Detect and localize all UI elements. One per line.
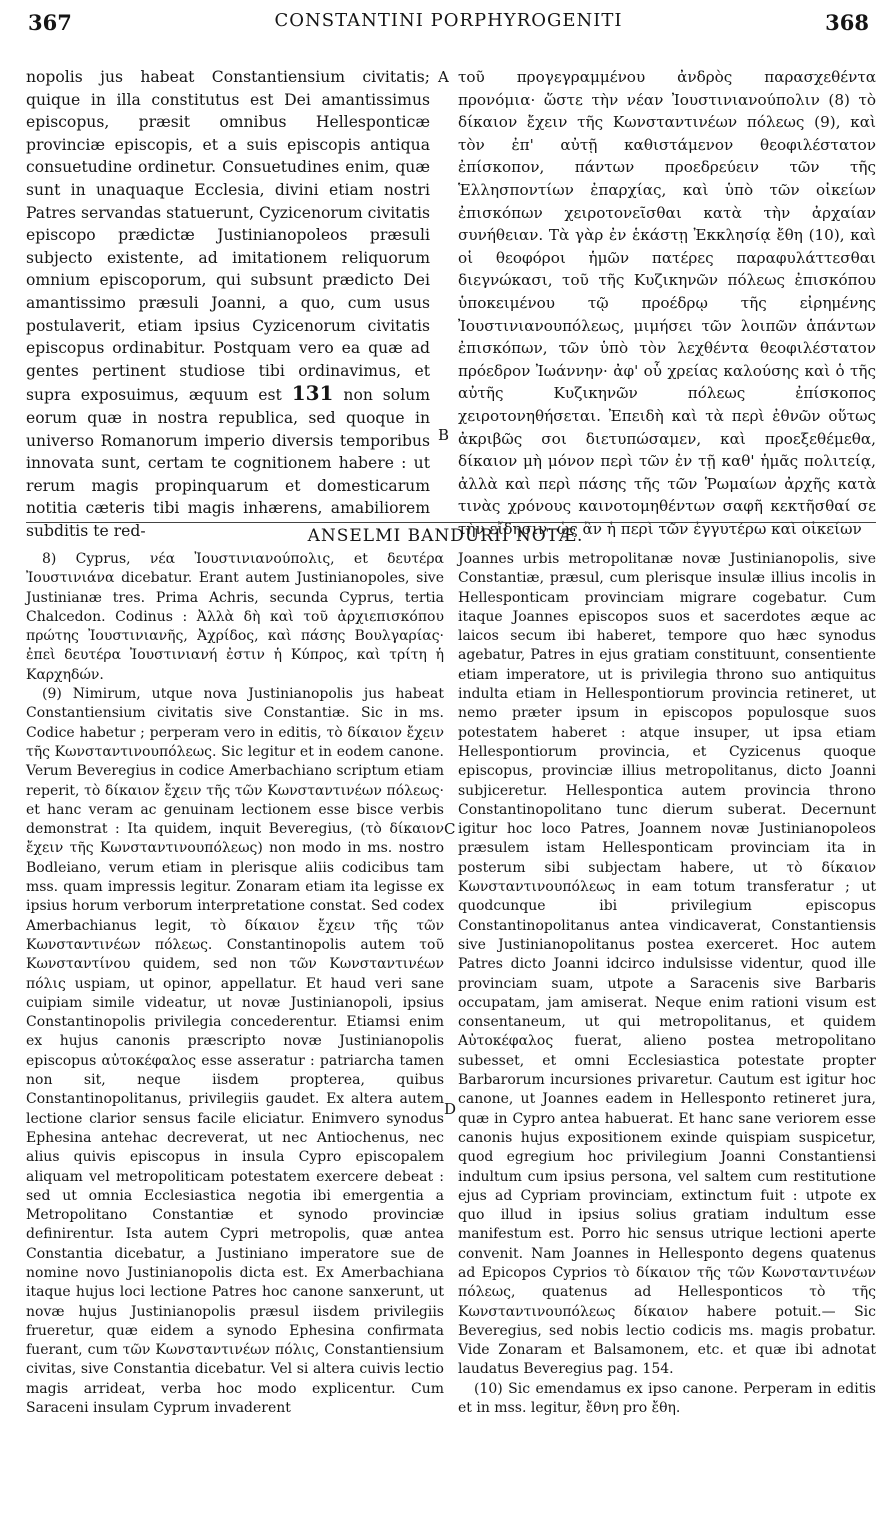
- notes-right-column: [458, 550, 876, 1530]
- greek-paragraph: τοῦ προγεγραμμένου ἀνδρὸς παρασχεθέντα προνόμια· ὥστε τὴν νέαν Ἰουστινιανούπολιν (8) τὸ δίκαιον ἔχειν τῆς Κωνσταντινέων πόλεως (9), καὶ τὸν ἐπ' αὐτῇ καθιστάμενον θεοφιλέστατον ἐπίσκοπον, πάντων προεδρεύειν τῶν τῆς Ἑλλησποντίων ἐπαρχίας, καὶ ὑπὸ τῶν οἰκείων ἐπισκόπων χειροτονεῖσθαι κατὰ τὴν ἀρχαίαν συνήθειαν. Τὰ γὰρ ἐν ἑκάστῃ Ἐκκλησίᾳ ἔθη (10), καὶ οἱ θεοφόροι ἡμῶν πατέρες παραφυλάττεσθαι διεγνώκασι, τοῦ τῆς Κυζικηνῶν πόλεως ἐπισκόπου ὑποκειμένου τῷ προέδρῳ τῆς εἰρημένης Ἰουστινιανουπόλεως, μιμήσει τῶν λοιπῶν ἁπάντων ἐπισκόπων, τῶν ὑπὸ τὸν λεχθέντα θεοφιλέστατον πρόεδρον Ἰωάννην· ἀφ' οὗ χρείας καλούσης καὶ ὁ τῆς αὐτῆς Κυζικηνῶν πόλεως ἐπίσκοπος χειροτονηθήσεται. Ἐπειδὴ καὶ τὰ περὶ ἐθνῶν οὕτως ἀκριβῶς σοι διετυπώσαμεν, καὶ προεξεθέμεθα, δίκαιον μὴ μόνον περὶ τῶν ἐν τῇ καθ' ἡμᾶς πολιτείᾳ, ἀλλὰ καὶ περὶ πάσης τῆς τῶν Ῥωμαίων ἀρχῆς κατὰ τινὰς χρόνους καινοτομηθέντων σαφῆ κεκτῆσθαί σε τὴν εἴδησιν· ὡς ἂν ἡ περὶ τῶν ἐγγυτέρω καὶ οἰκείων: [458, 68, 876, 538]
- latin-paragraph: [26, 66, 430, 542]
- note-9: (9) Nimirum, utque nova Justinianopolis jus habeat Constantiensium civitatis sive Constantiæ. Sic in ms. Codice habetur ; perperam vero in editis, τὸ δίκαιον ἔχειν τῆς Κωνσταντινουπόλεως. Sic legitur et in eodem canone. Verum Beveregius in codice Amerbachiano scriptum etiam reperit, τὸ δίκαιον ἔχειν τῆς τῶν Κωνσταντινέων πόλεως· et hanc veram ac genuinam lectionem esse bisce verbis demonstrat : Ita quidem, inquit Beveregius, (τὸ δίκαιον ἔχειν τῆς Κωνσταντινουπόλεως) non modo in ms. nostro Bodleiano, verum etiam in plerisque aliis codicibus tam mss. quam impressis legitur. Zonaram etiam ita legisse ex ipsius horum verborum interpretatione constat. Sed codex Amerbachianus legit, τὸ δίκαιον ἔχειν τῆς τῶν Κωνσταντινέων πόλεως. Constantinopolis autem τοῦ Κωνσταντίνου quidem, sed non τῶν Κωνσταντινέων πόλις uspiam, ut opinor, appellatur. Et haud veri sane cuipiam simile videatur, ut novæ Justinianopoli, ipsius Constantinopolis privilegia concederentur. Etiamsi enim ex hujus canonis præscripto novæ Justinianopolis episcopus αὐτοκέφαλος esse asseratur : patriarcha tamen non sit, neque iisdem propterea, quibus Constantinopolitanus, privilegiis gaudet. Ex altera autem lectione clarior sensus facile eliciatur. Enimvero synodus Ephesina antehac decreverat, ut nec Antiochenus, nec alius quivis episcopus in insula Cypro episcopalem aliquam vel metropoliticam potestatem exercere debeat : sed ut omnia Ecclesiastica negotia ibi emergentia a Metropolitano Constantiæ et synodo provinciæ definirentur. Ista autem Cypri metropolis, quæ antea Constantia dicebatur, a Justiniano imperatore sue de nomine novo Justinianopolis dicta est. Ex Amerbachiana itaque hujus loci lectione Patres hoc canone sanxerunt, ut novæ hujus Justinianopolis præsul iisdem privilegiis frueretur, quæ eidem a synodo Ephesina confirmata fuerant, cum τῶν Κωνσταντινέων πόλις, Constantiensium civitas, sive Constantia dicebatur. Vel si altera cuivis lectio magis arrideat, verba hoc modo explicentur. Cum Saraceni insulam Cyprum invaderent: [26, 686, 444, 1417]
- note-8: 8) Cyprus, νέα Ἰουστινιανούπολις, et δευτέρα Ἰουστινιάνα dicebatur. Erant autem Justinianopoles, sive Justinianæ tres. Prima Achris, secunda Cyprus, tertia Chalcedon. Codinus : Ἀλλὰ δὴ καὶ τοῦ ἀρχιεπισκόπου πρώτης Ἰουστινιανῆς, Ἀχρίδος, καὶ πάσης Βουλγαρίας· ἐπεὶ δευτέρα Ἰουστινιανή ἐστιν ἡ Κύπρος, καὶ τρίτη ἡ Καρχηδών.: [26, 551, 444, 683]
- running-title: CONSTANTINI PORPHYROGENITI: [274, 10, 623, 31]
- notes-title: ANSELMI BANDURII NOTÆ.: [307, 526, 584, 546]
- notes-left-column: [26, 550, 444, 1530]
- note-10: (10) Sic emendamus ex ipso canone. Perperam in editis et in mss. legitur, ἔθνη pro ἔθη.: [458, 1380, 876, 1417]
- section-divider: [26, 522, 876, 523]
- folio-number: 131: [291, 381, 334, 406]
- margin-letter-a: A: [438, 68, 449, 86]
- margin-letter-d: D: [444, 1100, 457, 1118]
- note-9-continued: Joannes urbis metropolitanæ novæ Justinianopolis, sive Constantiæ, præsul, cum plerisque insulæ illius incolis in Hellesponticam provinciam migrare cogebatur. Cum itaque Joannes episcopos suos et sacerdotes æque ac laicos secum ibi haberet, tempore quo hæc synodus agebatur, Patres in ejus gratiam constituunt, consentiente etiam imperatore, ut is privilegia throno suo antiquitus indulta etiam in Hellespontiorum provincia retineret, ut nemo præter ipsum in episcopos populosque suos potestatem haberet : atque insuper, ut ipsa etiam Hellespontiorum provincia, et Cyzicenus quoque episcopus, provinciæ illius metropolitanus, dicto Joanni subjiceretur. Hellespontica autem provincia throno Constantinopolitano tunc dierum suberat. Decernunt igitur hoc loco Patres, Joannem novæ Justinianopoleos præsulem istam Hellesponticam provinciam ita in posterum sibi subjectam habere, ut τὸ δίκαιον Κωνσταντινουπόλεως in eam totum transferatur ; ut quodcunque ibi privilegium episcopus Constantinopolitanus antea vindicaverat, Constantiensis sive Justinianopolitanus postea exerceret. Hoc autem Patres dicto Joanni idcirco indulsisse videntur, quod ille provinciam suam, utpote a Saracenis sive Barbaris occupatam, jam amiserat. Neque enim rationi visum est consentaneum, ut qui metropolitanus, et quidem Αὐτοκέφαλος fuerat, alieno postea metropolitano subesset, et omni Ecclesiastica potestate propter Barbarorum incursiones privaretur. Cautum est igitur hoc canone, ut Joannes eadem in Hellesponto retineret jura, quæ in Cypro antea habuerat. Et hanc sane veriorem esse canonis hujus expositionem exinde quispiam suspicetur, quod egregium hoc privilegium Joanni Constantiensi indultum cum ipsius persona, vel saltem cum restitutione ejus ad Cypriam provinciam, extinctum fuit : utpote ex quo illud in ipsius solius gratiam indultum esse manifestum est. Porro hic sensus utrique lectioni aperte convenit. Nam Joannes in Hellesponto degens quatenus ad Epicopos Cyprios τὸ δίκαιον τῆς τῶν Κωνσταντινέων πόλεως, quatenus ad Hellesponticos τὸ τῆς Κωνσταντινουπόλεως δίκαιον habere potuit.— Sic Beveregius, sed nobis lectio codicis ms. magis probatur. Vide Zonaram et Balsamonem, etc. et quæ ibi adnotat laudatus Beveregius pag. 154.: [458, 551, 876, 1378]
- latin-text-part1: nopolis jus habeat Constantiensium civitatis; quique in illa constitutus est Dei amantissimus episcopus, præsit omnibus Hellesponticæ provinciæ episcopis, et a suis episcopis antiqua consuetudine ordinetur. Consuetudines enim, quæ sunt in unaquaque Ecclesia, divini etiam nostri Patres servandas statuerunt, Cyzicenorum civitatis episcopo prædictæ Justinianopoleos præsuli subjecto existente, ad imitationem reliquorum omnium episcoporum, qui subsunt prædicto Dei amantissimo præsuli Joanni, a quo, cum usus postulaverit, etiam ipsius Cyzicenorum civitatis episcopus ordinabitur. Postquam vero ea quæ ad gentes pertinent studiose tibi ordinavimus, et supra exposuimus, æquum est: [26, 68, 430, 405]
- margin-letter-c: C: [444, 820, 456, 838]
- left-page-number: 367: [28, 10, 72, 35]
- latin-text-part2: non solum eorum quæ in nostra republica, sed quoque in universo Romanorum imperio diversis temporibus innovata sunt, certam te cognitionem habere : ut rerum magis propinquarum et domesticarum notitia cæteris tibi magis inhærens, amabiliorem subditis te red-: [26, 386, 431, 540]
- greek-text-column: [458, 66, 876, 538]
- right-page-number: 368: [825, 10, 869, 35]
- latin-text-column: [26, 66, 431, 540]
- margin-letter-b: B: [438, 426, 450, 444]
- running-header: [28, 2, 869, 42]
